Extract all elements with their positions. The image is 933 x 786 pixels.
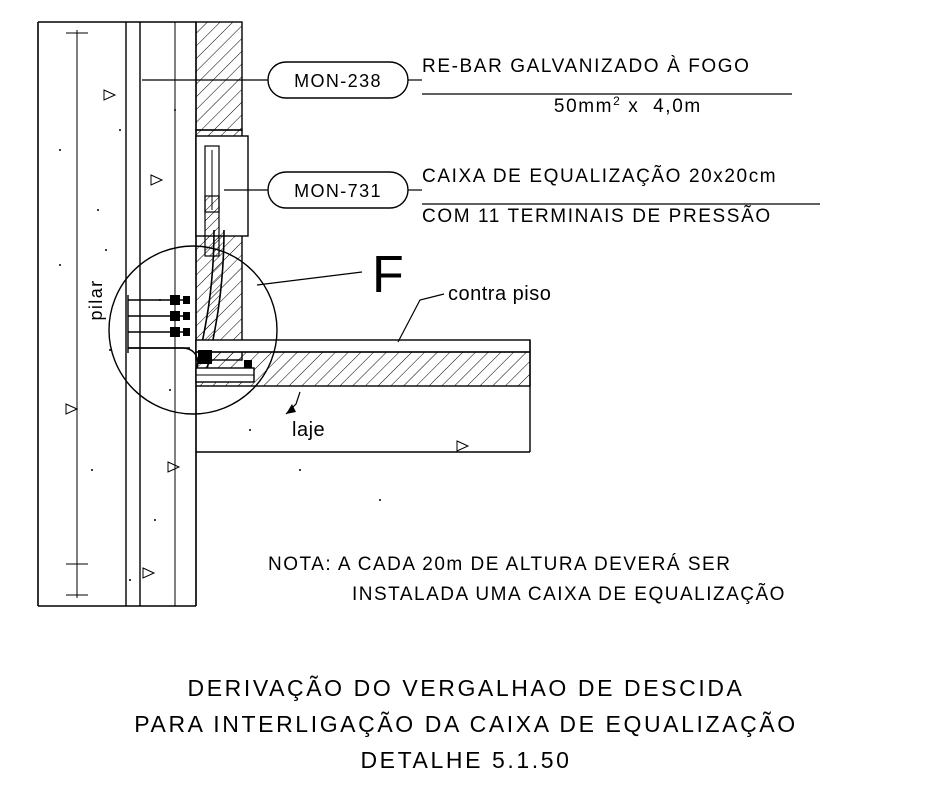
pilar-label: pilar [86,279,106,321]
callout-1-qty-sup: 2 [613,94,622,108]
title-line-2: PARA INTERLIGAÇÃO DA CAIXA DE EQUALIZAÇÃO [134,711,798,737]
contra-piso-leader [398,294,444,342]
note-line-2: INSTALADA UMA CAIXA DE EQUALIZAÇÃO [352,584,786,605]
detail-mark-label: F [372,246,404,304]
contra-piso-label: contra piso [448,283,552,305]
title-line-3: DETALHE 5.1.50 [360,747,572,773]
callout-2-line-1: CAIXA DE EQUALIZAÇÃO 20x20cm [422,166,778,187]
title-line-1: DERIVAÇÃO DO VERGALHAO DE DESCIDA [187,675,745,701]
callout-tag-mon-238[interactable] [268,62,408,98]
callout-2-line-2: COM 11 TERMINAIS DE PRESSÃO [422,206,772,227]
svg-text:50mm2 x 4,0m [492,94,750,117]
callout-1-qty-pre: 50mm [553,96,614,117]
callout-1-line-2 [492,94,750,117]
callout-1-line-1: RE-BAR GALVANIZADO À FOGO [422,56,751,77]
laje-leader [286,392,300,414]
callout-tag-label: MON-731 [294,181,382,201]
callout-1-qty-post: x 4,0m [621,96,702,117]
callout-tag-label: MON-238 [294,71,382,91]
laje-label: laje [292,419,326,441]
callout-tag-mon-731[interactable] [268,172,408,208]
note-line-1: NOTA: A CADA 20m DE ALTURA DEVERÁ SER [268,554,732,575]
